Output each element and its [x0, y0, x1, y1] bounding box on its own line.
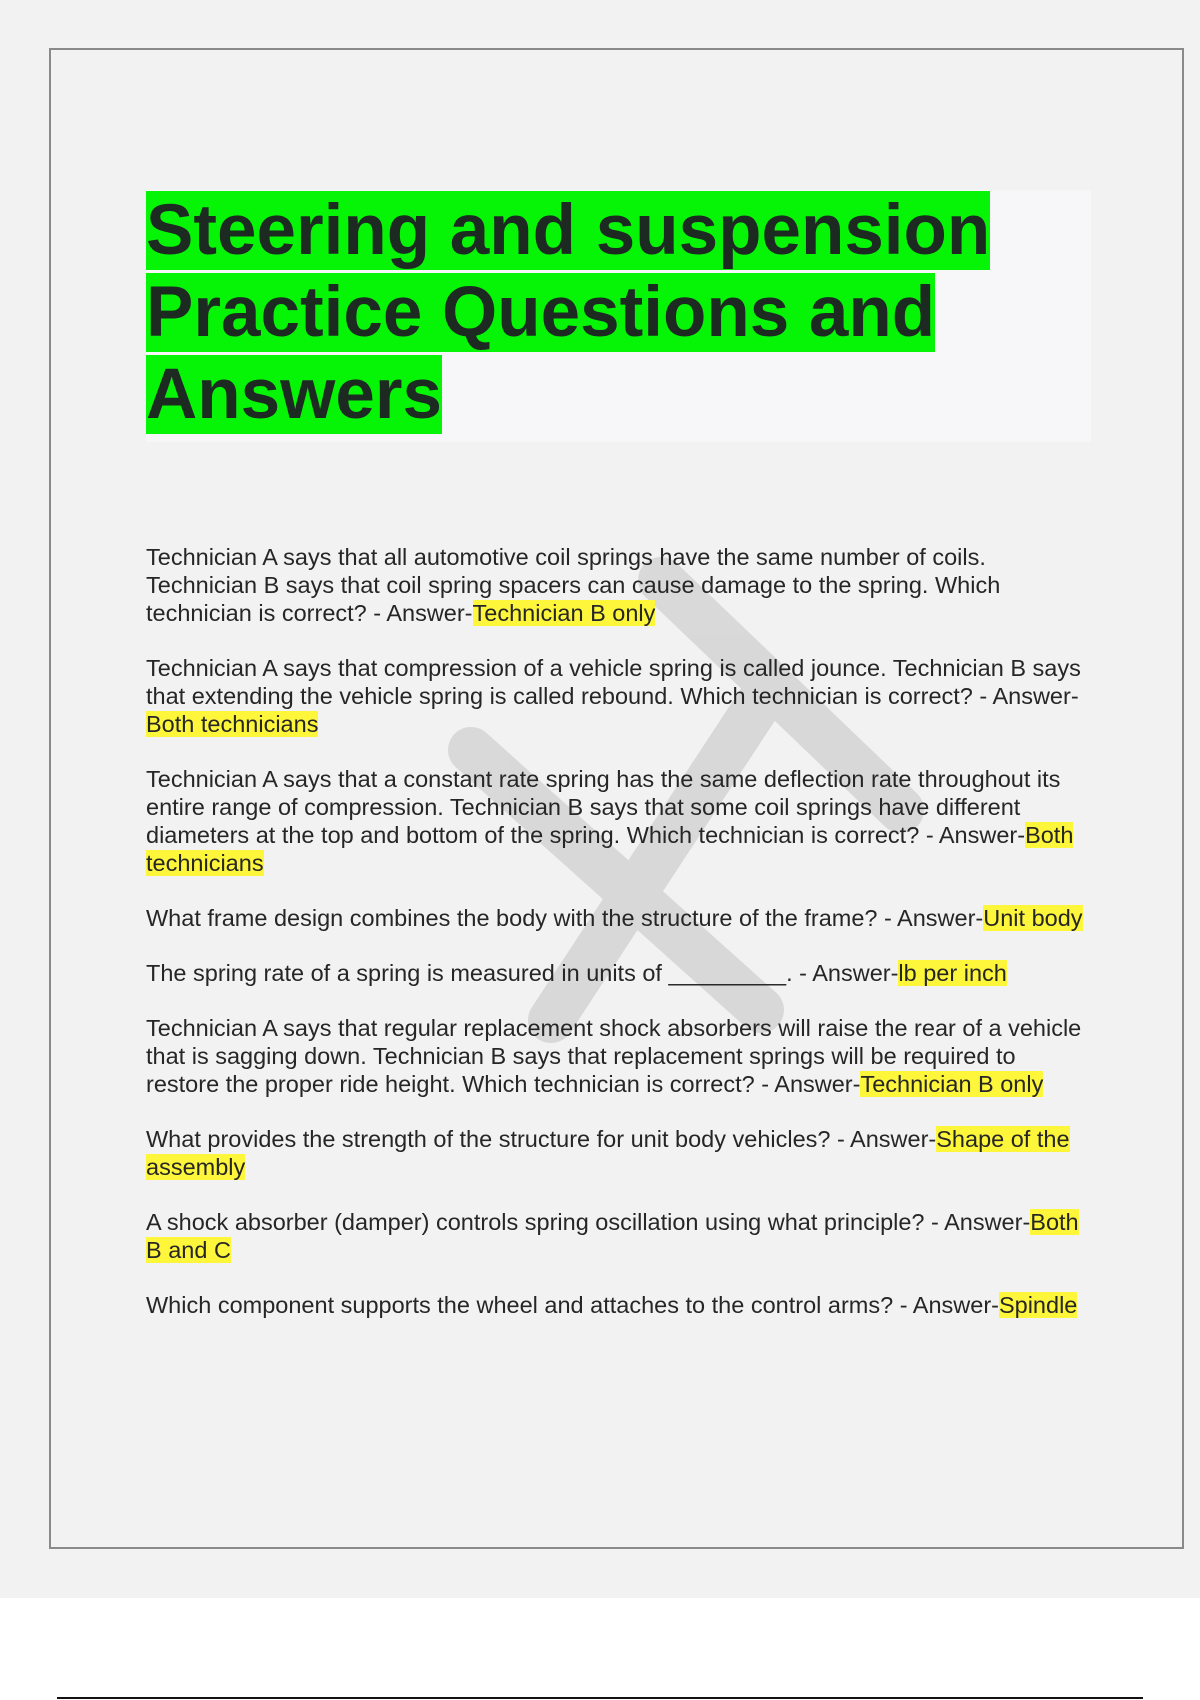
question-text: What provides the strength of the structure for unit body vehicles? - Answer- [146, 1126, 937, 1152]
question-text: A shock absorber (damper) controls spring oscillation using what principle? - Answer- [146, 1209, 1031, 1235]
qa-item [146, 904, 1091, 932]
answer-highlight: Shape of the assembly [146, 1126, 1070, 1180]
question-text: Technician A says that all automotive coil springs have the same number of coils. Technician B says that coil spring spacers can cause damage to the spring. Which technician is correct? - Answer- [146, 544, 1001, 626]
answer-highlight: Both technicians [146, 822, 1074, 876]
qa-item [146, 959, 1091, 987]
question-text: Which component supports the wheel and attaches to the control arms? - Answer- [146, 1292, 999, 1318]
answer-highlight: Spindle [998, 1292, 1078, 1318]
question-text: Technician A says that a constant rate spring has the same deflection rate throughout its entire range of compression. Technician B says that some coil springs have different diameters at the top and bottom of the spring. Which technician is correct? - Answer- [146, 766, 1061, 848]
qa-item [146, 1291, 1091, 1319]
qa-item [146, 1125, 1091, 1181]
question-text: Technician A says that regular replacement shock absorbers will raise the rear of a vehicle that is sagging down. Technician B says that replacement springs will be required to restore the proper ride height. Which technician is correct? - Answer- [146, 1015, 1082, 1097]
footer-divider [57, 1697, 1143, 1699]
question-text: Technician A says that compression of a vehicle spring is called jounce. Technician B says that extending the vehicle spring is called rebound. Which technician is correct? - Answer- [146, 655, 1081, 709]
title-block [146, 190, 1091, 442]
answer-highlight: lb per inch [898, 960, 1007, 986]
answer-highlight: Unit body [983, 905, 1083, 931]
answer-highlight: Technician B only [472, 600, 656, 626]
qa-item [146, 543, 1091, 627]
title-highlight: Steering and suspension Practice Questions and Answers [146, 191, 991, 434]
qa-item [146, 1208, 1091, 1264]
qa-list [146, 543, 1091, 1346]
answer-highlight: Both technicians [146, 711, 319, 737]
question-text: The spring rate of a spring is measured in units of _________. - Answer- [146, 960, 899, 986]
qa-item [146, 1014, 1091, 1098]
answer-highlight: Technician B only [860, 1071, 1044, 1097]
question-text: What frame design combines the body with the structure of the frame? - Answer- [146, 905, 984, 931]
document-title [146, 190, 1026, 436]
qa-item [146, 654, 1091, 738]
answer-highlight: Both B and C [146, 1209, 1079, 1263]
qa-item [146, 765, 1091, 877]
